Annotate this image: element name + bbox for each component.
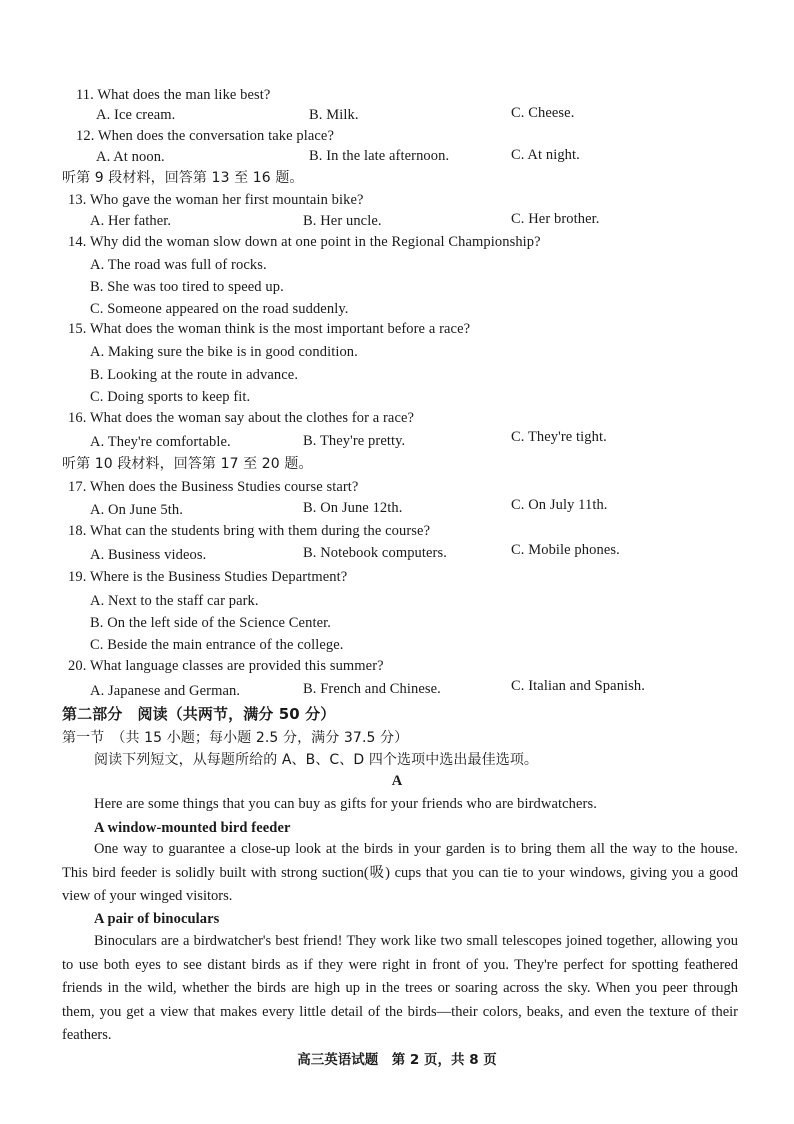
section-9-heading: 听第 9 段材料，回答第 13 至 16 题。 bbox=[62, 170, 304, 186]
paragraph-binoculars: Binoculars are a birdwatcher's best friend! They work like two small telescopes joined together, allowing you to use both eyes to see distant birds as if they were right in front of you. They're perfect for spotting feathered friends in the wild, whether the birds are high up in the trees or soaring across the sky. When you peer through them, you get a view that makes every little detail of the birds—their colors, beaks, and even the texture of their feathers. bbox=[62, 933, 738, 1043]
q11-option-a: A. Ice cream. bbox=[96, 107, 176, 123]
q16-option-b: B. They're pretty. bbox=[303, 433, 406, 449]
q16-option-c: C. They're tight. bbox=[511, 429, 607, 445]
q14-option-a: A. The road was full of rocks. bbox=[90, 257, 267, 273]
q20-option-a: A. Japanese and German. bbox=[90, 683, 241, 699]
q12-option-b: B. In the late afternoon. bbox=[309, 148, 450, 164]
q18-option-b: B. Notebook computers. bbox=[303, 545, 447, 561]
q18-option-c: C. Mobile phones. bbox=[511, 542, 620, 558]
q20-option-b: B. French and Chinese. bbox=[303, 681, 441, 697]
q18-option-a: A. Business videos. bbox=[90, 547, 207, 563]
q17-option-c: C. On July 11th. bbox=[511, 497, 608, 513]
part-2-title: 第二部分 阅读（共两节，满分 50 分） bbox=[62, 705, 336, 723]
q17-option-b: B. On June 12th. bbox=[303, 500, 403, 516]
q11-option-b: B. Milk. bbox=[309, 107, 359, 123]
q14-option-b: B. She was too tired to speed up. bbox=[90, 279, 284, 295]
passage-intro: Here are some things that you can buy as gifts for your friends who are birdwatchers. bbox=[94, 796, 597, 812]
q16-option-a: A. They're comfortable. bbox=[90, 434, 231, 450]
heading-binoculars: A pair of binoculars bbox=[94, 911, 220, 927]
q11-option-c: C. Cheese. bbox=[511, 105, 575, 121]
q19-option-c: C. Beside the main entrance of the college. bbox=[90, 637, 344, 653]
q12-option-a: A. At noon. bbox=[96, 149, 165, 165]
heading-bird-feeder: A window-mounted bird feeder bbox=[94, 820, 291, 836]
q15-option-b: B. Looking at the route in advance. bbox=[90, 367, 299, 383]
question-18: 18. What can the students bring with them during the course? bbox=[68, 523, 431, 539]
page-footer: 高三英语试题 第 2 页，共 8 页 bbox=[297, 1052, 497, 1068]
question-19: 19. Where is the Business Studies Department? bbox=[68, 569, 348, 585]
q15-option-a: A. Making sure the bike is in good condition. bbox=[90, 344, 358, 360]
q12-option-c: C. At night. bbox=[511, 147, 580, 163]
question-11: 11. What does the man like best? bbox=[76, 87, 271, 103]
section-1-title: 第一节 （共 15 小题；每小题 2.5 分，满分 37.5 分） bbox=[62, 730, 409, 746]
section-10-heading: 听第 10 段材料，回答第 17 至 20 题。 bbox=[62, 456, 313, 472]
question-20: 20. What language classes are provided this summer? bbox=[68, 658, 384, 674]
question-16: 16. What does the woman say about the clothes for a race? bbox=[68, 410, 415, 426]
question-17: 17. When does the Business Studies course start? bbox=[68, 479, 359, 495]
q13-option-a: A. Her father. bbox=[90, 213, 172, 229]
passage-label: A bbox=[391, 773, 403, 789]
paragraph-bird-feeder: One way to guarantee a close-up look at the birds in your garden is to bring them all the way to the house. This bird feeder is solidly built with strong suction(吸) cups that you can tie to your windows, giving you a good view of your winged visitors. bbox=[62, 841, 738, 904]
q20-option-c: C. Italian and Spanish. bbox=[511, 678, 645, 694]
question-12: 12. When does the conversation take place? bbox=[76, 128, 334, 144]
q14-option-c: C. Someone appeared on the road suddenly. bbox=[90, 301, 349, 317]
question-13: 13. Who gave the woman her first mountain bike? bbox=[68, 192, 364, 208]
q19-option-a: A. Next to the staff car park. bbox=[90, 593, 259, 609]
q13-option-c: C. Her brother. bbox=[511, 211, 600, 227]
q13-option-b: B. Her uncle. bbox=[303, 213, 382, 229]
q17-option-a: A. On June 5th. bbox=[90, 502, 183, 518]
instruction: 阅读下列短文，从每题所给的 A、B、C、D 四个选项中选出最佳选项。 bbox=[94, 752, 539, 768]
q19-option-b: B. On the left side of the Science Center. bbox=[90, 615, 331, 631]
question-14: 14. Why did the woman slow down at one point in the Regional Championship? bbox=[68, 234, 541, 250]
q15-option-c: C. Doing sports to keep fit. bbox=[90, 389, 251, 405]
question-15: 15. What does the woman think is the most important before a race? bbox=[68, 321, 471, 337]
